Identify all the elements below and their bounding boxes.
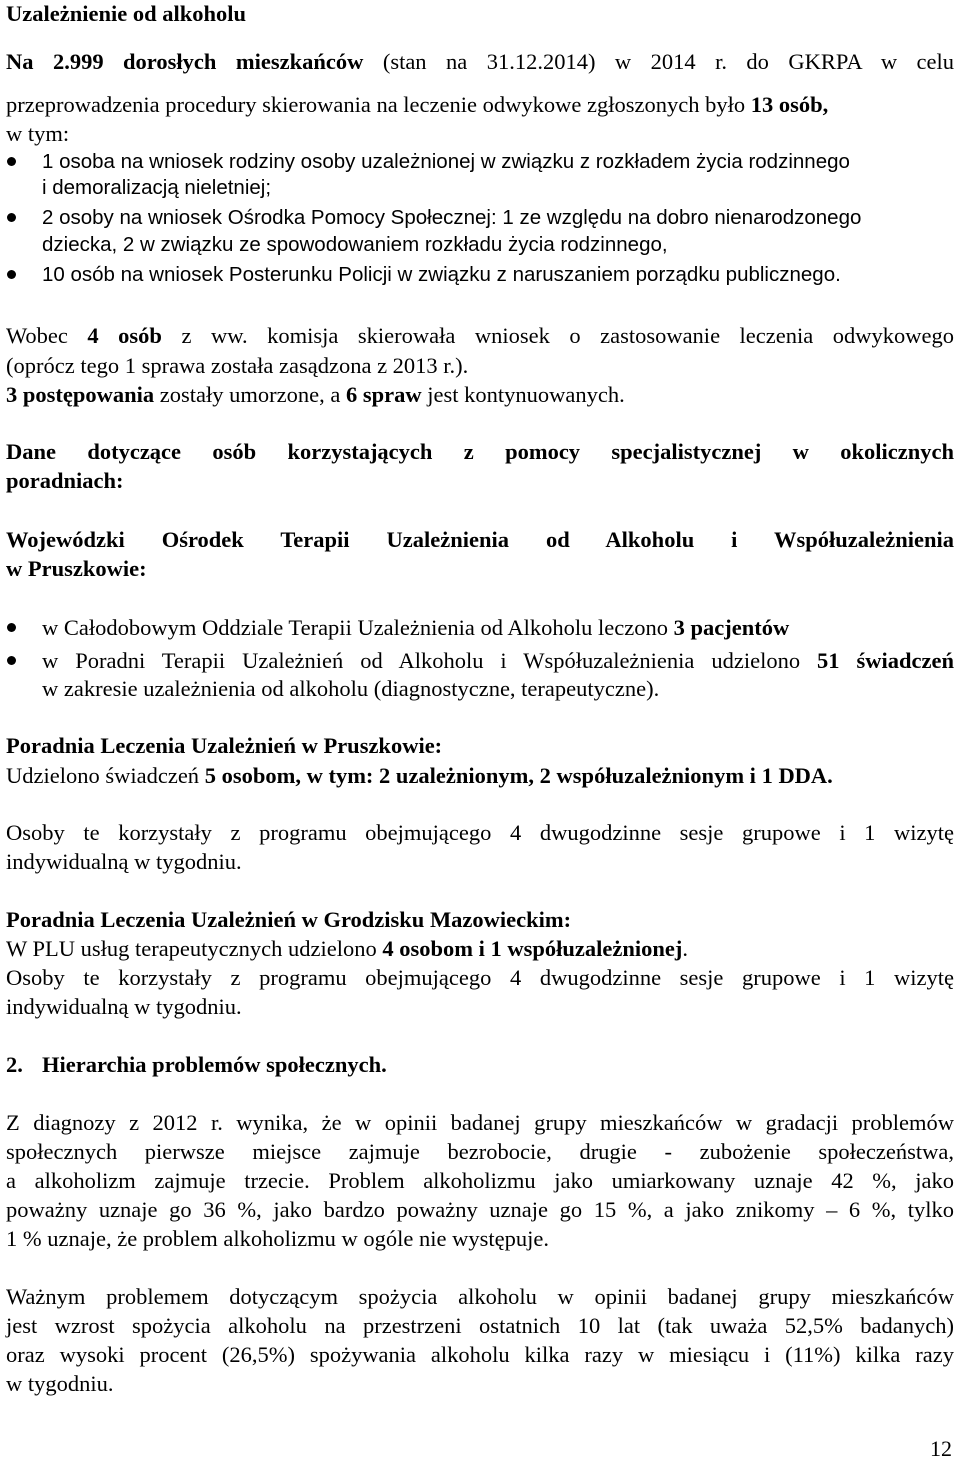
problem-line-3: oraz wysoki procent (26,5%) spożywania alkoholu kilka razy w miesiącu i (11%) kilka razy (6, 1342, 954, 1367)
list-item-3: 10 osób na wniosek Posterunku Policji w związku z naruszaniem porządku publicznego. (42, 263, 841, 286)
problem-line-4: w tygodniu. (6, 1371, 114, 1396)
plu-grodzisk-line-1: W PLU usług terapeutycznych udzielono 4 osobom i 1 współuzależnionej. (6, 936, 688, 961)
wotuw-item-2-line-1: w Poradni Terapii Uzależnień od Alkoholu i Współuzależnienia udzielono 51 świadczeń (42, 648, 954, 673)
dane-heading-line-2: poradniach: (6, 468, 124, 493)
bullet-icon (7, 270, 16, 279)
bullet-icon (7, 656, 16, 665)
bullet-icon (7, 157, 16, 166)
wotuw-heading-line-2: w Pruszkowie: (6, 556, 147, 581)
section-2-heading: Hierarchia problemów społecznych. (42, 1052, 387, 1077)
diagnosis-line-5: 1 % uznaje, że problem alkoholizmu w ogóle nie występuje. (6, 1226, 549, 1251)
diagnosis-line-2: społecznych pierwsze miejsce zajmuje bezrobocie, drugie - zubożenie społeczeństwa, (6, 1139, 954, 1164)
plu-grodzisk-heading: Poradnia Leczenia Uzależnień w Grodzisku Mazowieckim: (6, 907, 572, 932)
wobec-line-3: 3 postępowania zostały umorzone, a 6 spraw jest kontynuowanych. (6, 382, 625, 407)
section-title: Uzależnienie od alkoholu (6, 1, 247, 26)
intro-line-2: przeprowadzenia procedury skierowania na leczenie odwykowe zgłoszonych było 13 osób, (6, 92, 829, 117)
page-number: 12 (930, 1436, 952, 1461)
problem-line-2: jest wzrost spożycia alkoholu na przestrzeni ostatnich 10 lat (tak uważa 52,5% badanych) (6, 1313, 954, 1338)
diagnosis-line-3: a alkoholizm zajmuje trzecie. Problem alkoholizmu jako umiarkowany uznaje 42 %, jako (6, 1168, 954, 1193)
list-item-2-line-2: dziecka, 2 w związku ze spowodowaniem rozkładu życia rodzinnego, (42, 233, 668, 256)
wotuw-item-2-line-2: w zakresie uzależnienia od alkoholu (diagnostyczne, terapeutyczne). (42, 676, 660, 701)
diagnosis-line-1: Z diagnozy z 2012 r. wynika, że w opinii badanej grupy mieszkańców w gradacji problemów (6, 1110, 954, 1135)
plu-pruszkow-program-line-1: Osoby te korzystały z programu obejmującego 4 dwugodzinne sesje grupowe i 1 wizytę (6, 820, 954, 845)
problem-line-1: Ważnym problemem dotyczącym spożycia alkoholu w opinii badanej grupy mieszkańców (6, 1284, 954, 1309)
bullet-icon (7, 213, 16, 222)
intro-line-3: w tym: (6, 121, 70, 146)
wobec-line-1: Wobec 4 osób z ww. komisja skierowała wniosek o zastosowanie leczenia odwykowego (6, 323, 954, 348)
bullet-icon (7, 623, 16, 632)
plu-grodzisk-program-line-2: indywidualną w tygodniu. (6, 994, 242, 1019)
wotuw-heading-line-1: Wojewódzki Ośrodek Terapii Uzależnienia od Alkoholu i Współuzależnienia (6, 527, 954, 552)
plu-grodzisk-program-line-1: Osoby te korzystały z programu obejmującego 4 dwugodzinne sesje grupowe i 1 wizytę (6, 965, 954, 990)
wotuw-item-1: w Całodobowym Oddziale Terapii Uzależnienia od Alkoholu leczono 3 pacjentów (42, 615, 790, 640)
dane-heading-line-1: Dane dotyczące osób korzystających z pomocy specjalistycznej w okolicznych (6, 439, 954, 464)
section-2-number: 2. (6, 1052, 23, 1077)
plu-pruszkow-line-1: Udzielono świadczeń 5 osobom, w tym: 2 uzależnionym, 2 współuzależnionym i 1 DDA. (6, 763, 833, 788)
list-item-2-line-1: 2 osoby na wniosek Ośrodka Pomocy Społecznej: 1 ze względu na dobro nienarodzonego (42, 206, 862, 229)
plu-pruszkow-heading: Poradnia Leczenia Uzależnień w Pruszkowie: (6, 733, 443, 758)
list-item-1-line-1: 1 osoba na wniosek rodziny osoby uzależnionej w związku z rozkładem życia rodzinnego (42, 150, 850, 173)
diagnosis-line-4: poważny uznaje go 36 %, jako bardzo poważny uznaje go 15 %, a jako znikomy – 6 %, tylko (6, 1197, 954, 1222)
wobec-line-2: (oprócz tego 1 sprawa została zasądzona z 2013 r.). (6, 353, 469, 378)
intro-line-1: Na 2.999 dorosłych mieszkańców (stan na 31.12.2014) w 2014 r. do GKRPA w celu (6, 49, 954, 74)
plu-pruszkow-program-line-2: indywidualną w tygodniu. (6, 849, 242, 874)
list-item-1-line-2: i demoralizacją nieletniej; (42, 176, 272, 199)
